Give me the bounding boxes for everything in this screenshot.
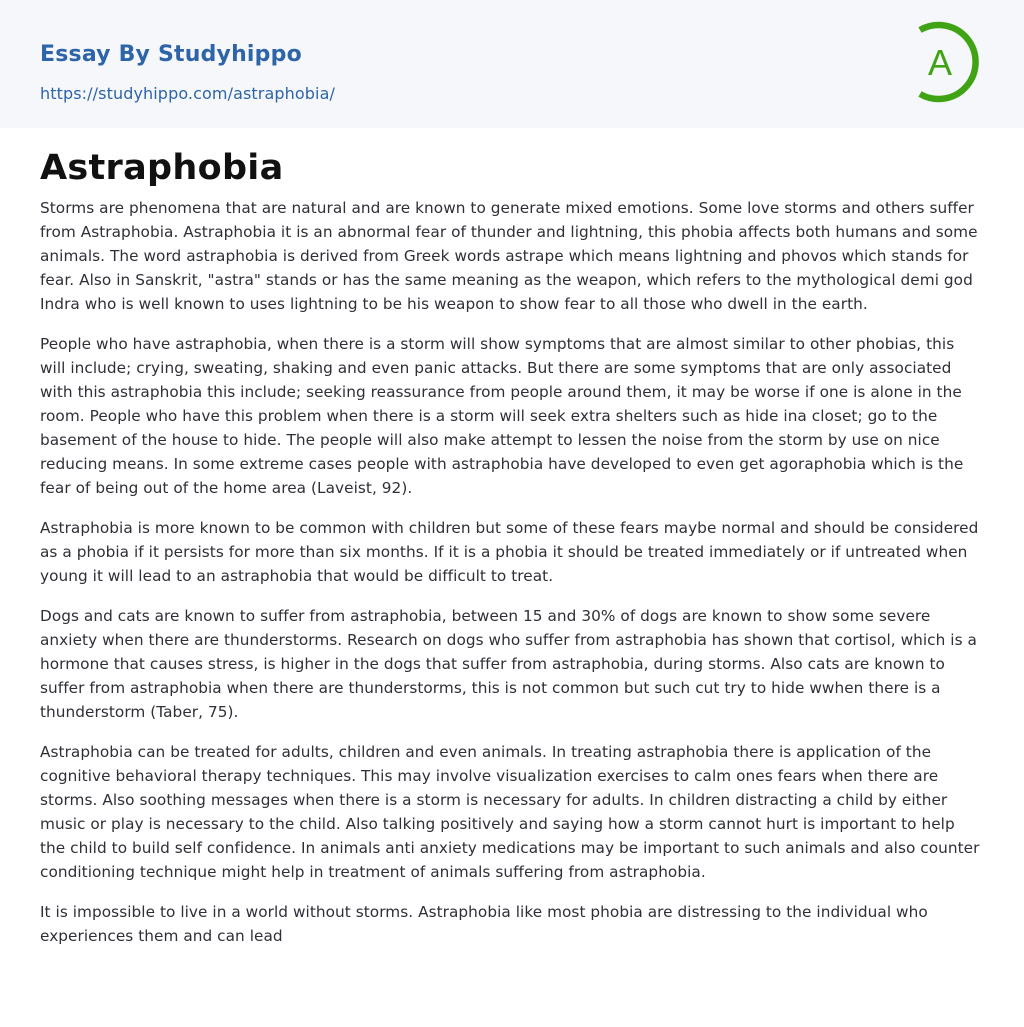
page-title: Astraphobia	[40, 148, 284, 188]
essay-paragraph: Astraphobia can be treated for adults, children and even animals. In treating astraphobia there is application of the cognitive behavioral therapy techniques. This may involve visualization exercises to calm ones fears when there are storms. Also soothing messages when there is a storm is necessary for adults. In children distracting a child by either music or play is necessary to the child. Also talking positively and saying how a storm cannot hurt is important to help the child to build self confidence. In animals anti anxiety medications may be important to such animals and also counter conditioning technique might help in treatment of animals suffering from astraphobia.	[40, 743, 980, 881]
studyhippo-logo-icon[interactable]	[912, 19, 986, 105]
essay-paragraph: Storms are phenomena that are natural and are known to generate mixed emotions. Some love storms and others suffer from Astraphobia. Astraphobia it is an abnormal fear of thunder and lightning, this phobia affects both humans and some animals. The word astraphobia is derived from Greek words astrape which means lightning and phovos which stands for fear. Also in Sanskrit, "astra" stands or has the same meaning as the weapon, which refers to the mythological demi god Indra who is well known to uses lightning to be his weapon to show fear to all those who dwell in the earth.	[40, 199, 978, 313]
site-title: Essay By Studyhippo	[40, 42, 302, 67]
essay-container	[40, 140, 984, 964]
logo-letter: A	[927, 42, 953, 83]
essay-paragraph: Dogs and cats are known to suffer from astraphobia, between 15 and 30% of dogs are known to show some severe anxiety when there are thunderstorms. Research on dogs who suffer from astraphobia has shown that cortisol, which is a hormone that causes stress, is higher in the dogs that suffer from astraphobia, during storms. Also cats are known to suffer from astraphobia when there are thunderstorms, this is not common but such cut try to hide wwhen there is a thunderstorm (Taber, 75).	[40, 607, 977, 721]
essay-paragraph-truncated: It is impossible to live in a world without storms. Astraphobia like most phobia are distressing to the individual who experiences them and can lead	[40, 903, 928, 945]
site-header	[0, 0, 1024, 128]
source-url-link[interactable]: https://studyhippo.com/astraphobia/	[40, 84, 335, 103]
essay-body	[40, 196, 984, 948]
essay-paragraph: People who have astraphobia, when there is a storm will show symptoms that are almost similar to other phobias, this will include; crying, sweating, shaking and even panic attacks. But there are some symptoms that are only associated with this astraphobia this include; seeking reassurance from people around them, it may be worse if one is alone in the room. People who have this problem when there is a storm will seek extra shelters such as hide ina closet; go to the basement of the house to hide. The people will also make attempt to lessen the noise from the storm by use on nice reducing means. In some extreme cases people with astraphobia have developed to even get agoraphobia which is the fear of being out of the home area (Laveist, 92).	[40, 335, 964, 497]
essay-paragraph: Astraphobia is more known to be common with children but some of these fears maybe normal and should be considered as a phobia if it persists for more than six months. If it is a phobia it should be treated immediately or if untreated when young it will lead to an astraphobia that would be difficult to treat.	[40, 519, 979, 585]
